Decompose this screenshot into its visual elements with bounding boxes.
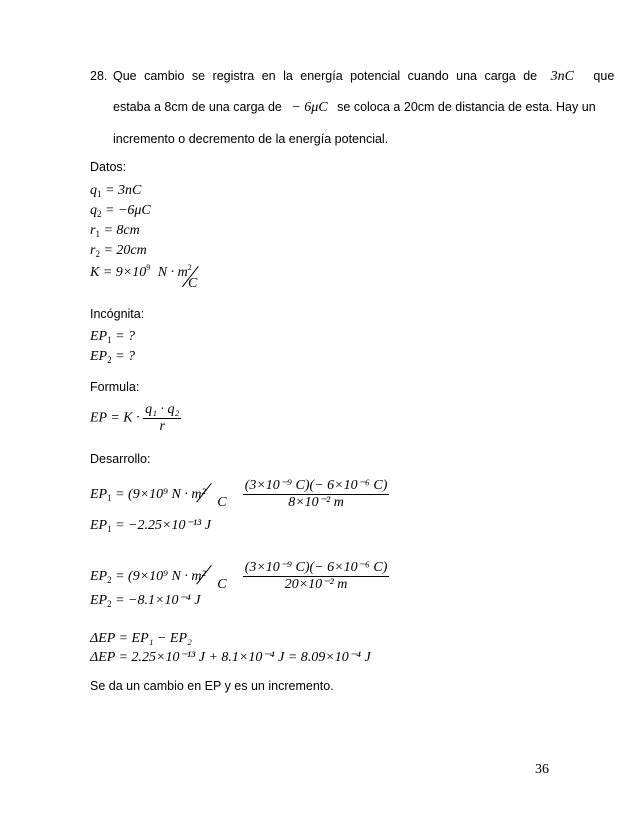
ep2-equation: $EP_2 = (9\times 10^9$ N · m² C $\frac{\text{(3×10⁻⁹ C)(− 6×10⁻⁶ C)}}{\text{20×10⁻² m}}$ [90,560,388,592]
problem-charge-q2: − 6μC [291,100,328,115]
dato-q2: $q_2 = -6\mu C$ [90,203,151,219]
ep1-numerator: (3×10⁻⁹ C)(− 6×10⁻⁶ C) [244,478,388,493]
problem-line-2 [113,100,596,116]
ep1-denominator: 8×10⁻² m [288,495,344,510]
formula-heading: Formula: [90,380,140,394]
dato-r2: $r_2 = 20cm$ [90,243,147,259]
problem-line-1 [113,69,614,85]
incognita-ep1: $EP_1$ = ? [90,329,136,345]
formula-lhs: EP = K · [90,410,140,426]
problem-number: 28. [90,69,108,83]
formula-numerator: q₁ · q₂ [145,402,180,417]
ep2-numerator: (3×10⁻⁹ C)(− 6×10⁻⁶ C) [244,560,388,575]
formula-equation [90,402,181,435]
incognita-heading: Incógnita: [90,307,145,321]
datos-heading: Datos: [90,160,127,174]
ep2-denominator: 20×10⁻² m [284,577,348,592]
problem-line-1-end: que [593,69,615,83]
dato-k: $K = 9\times 10^9$ $N \cdot m^2$ [90,263,192,280]
ep1-k-denominator: C [217,494,227,510]
ep1-result: $EP_1 = -2.25\times 10^{-13}$ J [90,518,211,534]
problem-line-2-end: se coloca a 20cm de distancia de esta. Hay un [337,100,596,114]
page-number: 36 [535,762,549,777]
problem-line-3: incremento o decremento de la energía potencial. [113,132,389,146]
desarrollo-heading: Desarrollo: [90,452,151,466]
ep1-fraction [243,478,390,511]
ep2-result: $EP_2 = -8.1\times 10^{-4}$ J [90,593,201,609]
dato-k-denominator: C [188,276,198,291]
ep1-equation: $EP_1 = (9\times 10^9$ N · m² C $\frac{\text{(3×10⁻⁹ C)(− 6×10⁻⁶ C)}}{\text{8×10⁻² m}}$ [90,478,388,510]
problem-charge-q1: 3nC [550,69,574,84]
ep2-fraction [243,560,390,593]
formula-fraction [143,402,181,435]
ep2-k-denominator: C [217,576,227,592]
dato-q1: $q_1 = 3nC$ [90,183,142,199]
incognita-ep2: $EP_2$ = ? [90,349,136,365]
problem-line-1-text: Que cambio se registra en la energía potencial cuando una carga de [113,69,538,83]
problem-line-2-text: estaba a 8cm de una carga de [113,100,282,114]
delta-ep-definition: ΔEP = EP₁ − EP₂ [90,631,192,646]
dato-r1: $r_1 = 8cm$ [90,223,140,239]
formula-denominator: r [159,419,165,434]
conclusion: Se da un cambio en EP y es un incremento. [90,679,334,693]
delta-ep-result: ΔEP = 2.25×10⁻¹³ J + 8.1×10⁻⁴ J = 8.09×10⁻⁴ J [90,650,371,665]
